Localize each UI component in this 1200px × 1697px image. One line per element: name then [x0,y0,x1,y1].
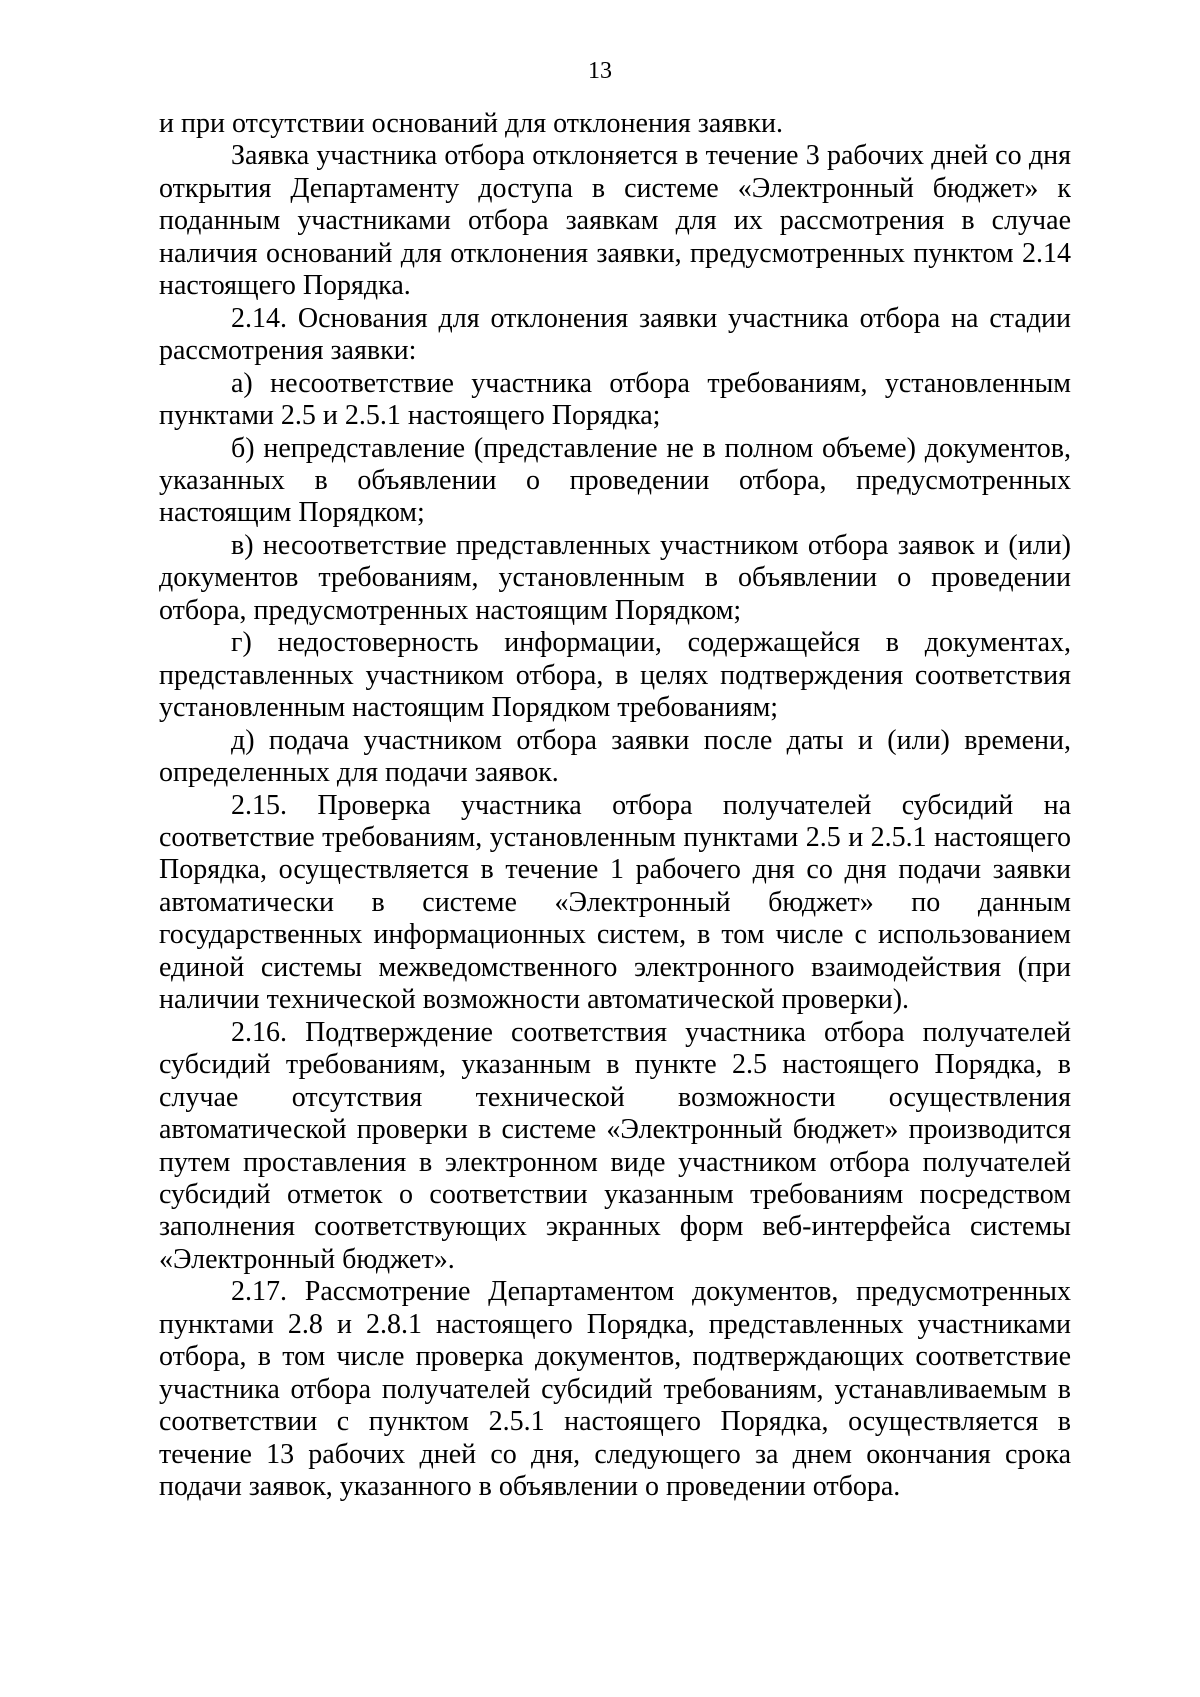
paragraph-continuation: и при отсутствии оснований для отклонения заявки. [159,108,783,139]
list-item-a: а) несоответствие участника отбора требованиям, установленным пунктами 2.5 и 2.5.1 настоящего Порядка; [159,367,1071,432]
document-body [159,108,1071,1503]
list-item-b: б) непредставление (представление не в полном объеме) документов, указанных в объявлении о проведении отбора, предусмотренных настоящим Порядком; [159,432,1071,529]
list-item-g: г) недостоверность информации, содержащейся в документах, представленных участником отбора, в целях подтверждения соответствия установленным настоящим Порядком требованиям; [159,627,1071,724]
list-item-v: в) несоответствие представленных участником отбора заявок и (или) документов требованиям, установленным в объявлении о проведении отбора, предусмотренных настоящим Порядком; [159,529,1071,626]
list-item-d: д) подача участником отбора заявки после даты и (или) времени, определенных для подачи заявок. [159,724,1071,789]
paragraph-2-15: 2.15. Проверка участника отбора получателей субсидий на соответствие требованиям, установленным пунктами 2.5 и 2.5.1 настоящего Порядка, осуществляется в течение 1 рабочего дня со дня подачи заявки автоматически в системе «Электронный бюджет» по данным государственных информационных систем, в том числе с использованием единой системы межведомственного электронного взаимодействия (при наличии технической возможности автоматической проверки). [159,789,1071,1016]
page-number: 13 [588,58,612,84]
paragraph-2-17: 2.17. Рассмотрение Департаментом документов, предусмотренных пунктами 2.8 и 2.8.1 настоящего Порядка, представленных участниками отбора, в том числе проверка документов, подтверждающих соответствие участника отбора получателей субсидий требованиям, устанавливаемым в соответствии с пунктом 2.5.1 настоящего Порядка, осуществляется в течение 13 рабочих дней со дня, следующего за днем окончания срока подачи заявок, указанного в объявлении о проведении отбора. [159,1276,1071,1503]
paragraph-rejection-term: Заявка участника отбора отклоняется в течение 3 рабочих дней со дня открытия Департаменту доступа в системе «Электронный бюджет» к поданным участниками отбора заявкам для их рассмотрения в случае наличия оснований для отклонения заявки, предусмотренных пунктом 2.14 настоящего Порядка. [159,140,1071,302]
paragraph-2-14: 2.14. Основания для отклонения заявки участника отбора на стадии рассмотрения заявки: [159,302,1071,367]
paragraph-2-16: 2.16. Подтверждение соответствия участника отбора получателей субсидий требованиям, указанным в пункте 2.5 настоящего Порядка, в случае отсутствия технической возможности осуществления автоматической проверки в системе «Электронный бюджет» производится путем проставления в электронном виде участником отбора получателей субсидий отметок о соответствии указанным требованиям посредством заполнения соответствующих экранных форм веб-интерфейса системы «Электронный бюджет». [159,1016,1071,1275]
